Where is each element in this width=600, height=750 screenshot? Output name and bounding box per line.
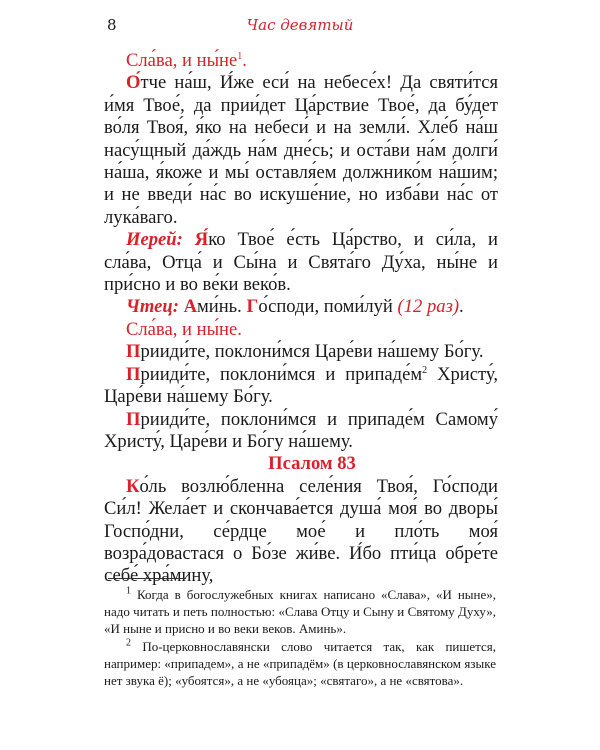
come-let-us-worship-1: Прииди́те, поклони́мся Царе́ви на́шему Бо́гу. [126,341,484,363]
repeat-count: (12 раз) [397,296,460,318]
footnote-2: $^2$ По-церковнославянски слово читается так, как пишется, например: «припадем», а не «припадём» (в церковнославянском языке нет звука ё); «убоятся», а не «убояца»; «святаго», а не «святова». [104,637,497,689]
footnotes [104,586,496,689]
speaker-label-priest: Иерей: [126,229,183,251]
speaker-label-reader: Чтец: [126,296,179,318]
come-let-us-worship-2: Прииди́те, поклони́мся и $припаде́м^2$ Христу́, Царе́ви на́шему Бо́гу. [104,363,498,408]
come-let-us-worship-3: Прииди́те, поклони́мся и припаде́м Самому́ Христу́, Царе́ви и Бо́гу на́шему. [104,408,498,452]
drop-initial: Я́ [194,229,209,251]
priest-exclamation: Иерей: Я́ко Твое́ е́сть Ца́рство, и си́ла, и сла́ва, Отца́ и Сы́на и Свята́го Ду́ха, ны́не и при́сно и во ве́ки веко́в. [104,229,499,296]
doxology-heading-2: Сла́ва, и ны́не. [126,318,242,340]
main-text [104,50,498,588]
reader-response: Чтец: Ами́нь. Го́споди, поми́луй (12 раз). [126,296,464,318]
lords-prayer: О́тче на́ш, И́же еси́ на небесе́х! Да святи́тся и́мя Твое́, да прии́дет Ца́рствие Твое́, да бу́дет во́ля Твоя́, я́ко на небеси́ и на земли́. Хле́б на́ш насу́щный да́ждь на́м дне́сь; и оста́ви на́м долги́ на́ша, я́коже и мы́ оставля́ем должнико́м на́шим; и не введи́ на́с во искуше́ние, но изба́ви на́с от лука́ваго. [104,72,498,228]
psalm-text: Ко́ль возлю́бленна селе́ния Твоя́, Го́споди Си́л! Жела́ет и скончава́ется душа́ моя́ во дворы́ Госпо́дни, се́рдце мое́ и пло́ть моя́ возра́довастася о Бо́зе жи́ве. И́бо пти́ца обре́те себе́ хра́мину, [104,475,498,587]
running-title: Час девятый [246,16,354,34]
doxology-heading-1: Сла́ва, и $ны́не^1$. [126,50,247,71]
psalm-title: Псалом 83 [268,453,356,475]
page-number: 8 [107,16,117,34]
footnote-1: $^1$ Когда в богослужебных книгах написано «Слава», «И ныне», надо читать и петь полностью: «Слава Отцу и Сыну и Святому Духу», «И ныне и присно и во веки веков. Аминь». [104,585,497,637]
drop-initial: О́ [126,72,141,94]
footnote-divider [108,578,186,579]
